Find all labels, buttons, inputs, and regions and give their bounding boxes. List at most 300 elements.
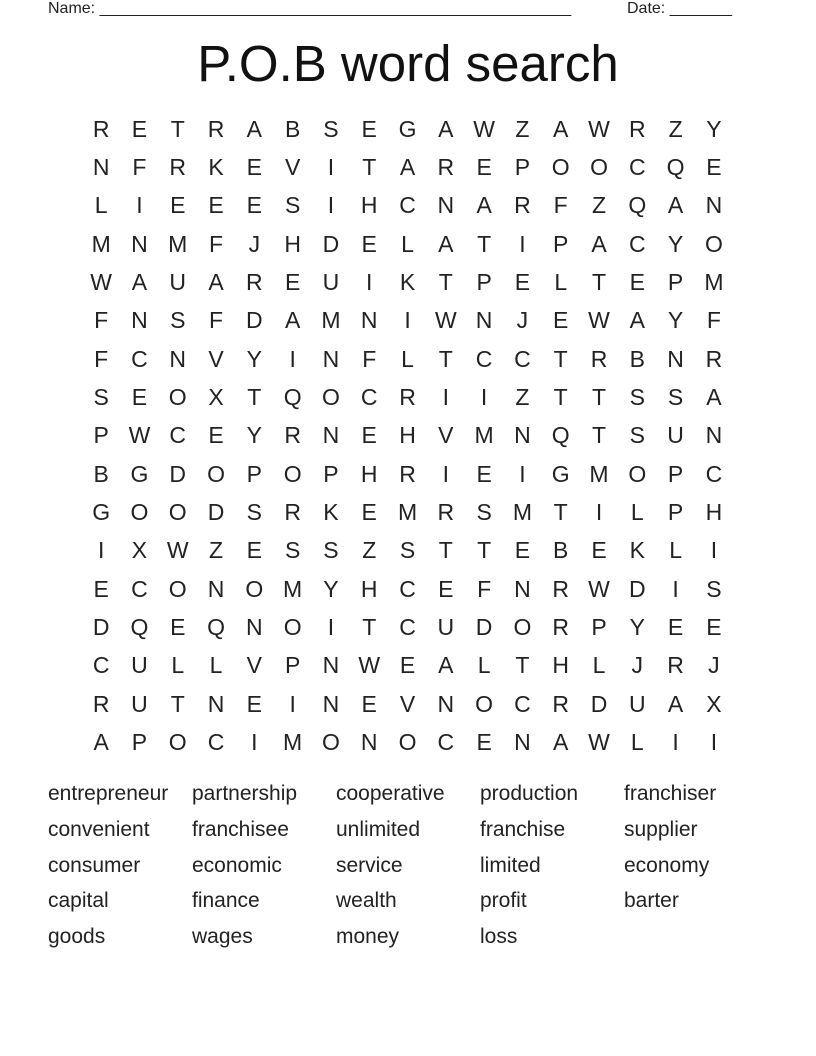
grid-cell: R <box>552 690 570 717</box>
grid-cell: W <box>128 422 151 449</box>
grid-cell: W <box>473 115 495 142</box>
grid-cell: D <box>322 230 340 257</box>
grid-cell: I <box>672 575 679 602</box>
grid-cell: I <box>366 269 373 296</box>
grid-cell: L <box>401 230 414 257</box>
grid-cell: O <box>168 384 187 411</box>
grid-cell: J <box>516 307 529 334</box>
grid-cell: S <box>246 499 262 526</box>
grid-cell: C <box>475 345 493 372</box>
grid-cell: N <box>246 614 263 641</box>
grid-cell: E <box>131 115 148 142</box>
grid-cell: I <box>251 729 258 756</box>
grid-cell: V <box>399 690 416 717</box>
grid-cell: D <box>246 307 263 334</box>
grid-cell: A <box>284 307 301 334</box>
grid-cell: U <box>131 690 148 717</box>
grid-cell: Y <box>323 575 339 602</box>
grid-cell: C <box>131 575 148 602</box>
grid-cell: O <box>130 499 149 526</box>
grid-cell: H <box>360 192 378 219</box>
grid-cell: W <box>588 729 610 756</box>
word-list-item: partnership <box>192 782 298 805</box>
grid-cell: U <box>131 652 148 679</box>
grid-cell: M <box>321 307 341 334</box>
grid-cell: A <box>667 192 684 219</box>
grid-cell: E <box>284 269 301 296</box>
grid-cell: F <box>132 154 147 181</box>
grid-cell: F <box>362 345 377 372</box>
grid-cell: A <box>629 307 645 334</box>
grid-cell: G <box>551 460 570 487</box>
grid-cell: A <box>438 652 454 679</box>
grid-cell: N <box>322 652 340 679</box>
grid-cell: Q <box>283 384 302 411</box>
grid-cell: T <box>438 269 453 296</box>
grid-cell: S <box>629 422 645 449</box>
grid-cell: A <box>131 269 148 296</box>
grid-cell: N <box>169 345 187 372</box>
grid-cell: K <box>629 537 645 564</box>
grid-cell: P <box>476 269 492 296</box>
grid-cell: Y <box>246 422 262 449</box>
grid-cell: U <box>667 422 684 449</box>
grid-cell: H <box>360 575 378 602</box>
grid-cell: M <box>704 269 724 296</box>
grid-cell: A <box>476 192 492 219</box>
grid-cell: S <box>93 384 109 411</box>
grid-cell: C <box>207 729 225 756</box>
grid-cell: P <box>667 499 684 526</box>
grid-cell: D <box>628 575 646 602</box>
grid-cell: G <box>130 460 149 487</box>
grid-cell: E <box>514 537 531 564</box>
grid-cell: W <box>358 652 381 679</box>
word-list-item: supplier <box>624 817 698 841</box>
grid-cell: C <box>705 460 723 487</box>
grid-cell: R <box>399 460 416 487</box>
grid-cell: R <box>437 154 455 181</box>
grid-cell: F <box>94 307 109 334</box>
grid-cell: Y <box>629 614 645 641</box>
grid-cell: C <box>399 575 416 602</box>
grid-cell: E <box>93 575 109 602</box>
grid-cell: B <box>284 115 301 142</box>
grid-cell: Z <box>515 384 530 411</box>
grid-cell: E <box>170 614 186 641</box>
word-list-item: franchiser <box>624 782 717 805</box>
grid-cell: S <box>323 115 339 142</box>
grid-cell: E <box>476 154 492 181</box>
grid-cell: R <box>437 499 455 526</box>
grid-cell: T <box>247 384 262 411</box>
grid-cell: E <box>361 422 377 449</box>
grid-cell: A <box>93 729 109 756</box>
name-label: Name: _____________________________________________________ <box>48 0 572 17</box>
grid-cell: G <box>92 499 111 526</box>
grid-cell: N <box>360 729 378 756</box>
word-list-item: money <box>336 925 400 949</box>
grid-cell: B <box>629 345 645 372</box>
grid-cell: Y <box>667 230 684 257</box>
grid-cell: C <box>399 614 416 641</box>
grid-cell: E <box>399 652 416 679</box>
grid-cell: O <box>704 230 723 257</box>
grid-cell: R <box>705 345 723 372</box>
grid-cell: L <box>94 192 108 219</box>
grid-cell: I <box>327 154 335 181</box>
grid-cell: T <box>362 614 377 641</box>
grid-cell: P <box>323 460 339 487</box>
grid-cell: C <box>92 652 110 679</box>
grid-cell: O <box>590 154 608 181</box>
grid-cell: Y <box>667 307 684 334</box>
grid-cell: I <box>327 614 335 641</box>
grid-cell: I <box>327 192 335 219</box>
grid-cell: R <box>667 652 684 679</box>
word-list-item: franchise <box>480 817 566 841</box>
grid-cell: B <box>553 537 569 564</box>
grid-cell: E <box>476 460 492 487</box>
grid-cell: O <box>475 690 494 717</box>
grid-cell: P <box>93 422 109 449</box>
grid-cell: Z <box>209 537 224 564</box>
grid-cell: L <box>630 499 644 526</box>
grid-cell: M <box>474 422 494 449</box>
letter-grid <box>82 110 733 762</box>
grid-cell: L <box>477 652 491 679</box>
grid-cell: A <box>208 269 224 296</box>
grid-cell: E <box>514 269 531 296</box>
header <box>48 0 748 19</box>
grid-cell: I <box>289 345 296 372</box>
grid-cell: A <box>553 115 569 142</box>
grid-cell: R <box>514 192 531 219</box>
grid-cell: Y <box>706 115 722 142</box>
grid-cell: N <box>514 422 531 449</box>
word-list-item: entrepreneur <box>48 782 169 805</box>
grid-cell: N <box>322 422 340 449</box>
grid-cell: C <box>169 422 187 449</box>
grid-cell: U <box>437 614 455 641</box>
grid-cell: L <box>209 652 223 679</box>
grid-cell: N <box>131 230 148 257</box>
grid-cell: E <box>246 192 262 219</box>
grid-cell: K <box>399 269 416 296</box>
grid-cell: F <box>94 345 109 372</box>
grid-cell: R <box>284 499 301 526</box>
grid-cell: C <box>628 154 646 181</box>
grid-cell: I <box>710 729 718 756</box>
grid-cell: E <box>208 422 224 449</box>
grid-cell: O <box>321 384 340 411</box>
grid-cell: R <box>92 115 110 142</box>
grid-cell: E <box>553 307 569 334</box>
grid-cell: A <box>438 230 454 257</box>
grid-cell: E <box>246 690 262 717</box>
grid-cell: D <box>92 614 110 641</box>
grid-cell: E <box>438 575 454 602</box>
grid-cell: T <box>515 652 530 679</box>
grid-cell: I <box>136 192 143 219</box>
grid-cell: N <box>514 729 531 756</box>
grid-cell: O <box>207 460 225 487</box>
word-list-item: wages <box>192 925 253 949</box>
grid-cell: Q <box>551 422 570 449</box>
grid-cell: S <box>667 384 684 411</box>
grid-cell: L <box>592 652 606 679</box>
word-list-item: franchisee <box>192 817 289 841</box>
grid-cell: C <box>360 384 378 411</box>
grid-cell: E <box>667 614 684 641</box>
grid-cell: M <box>283 575 303 602</box>
grid-cell: O <box>168 729 187 756</box>
word-list-item: production <box>480 782 579 805</box>
grid-cell: I <box>672 729 679 756</box>
grid-cell: E <box>476 729 492 756</box>
grid-cell: P <box>246 460 262 487</box>
grid-cell: M <box>589 460 609 487</box>
grid-cell: U <box>169 269 187 296</box>
grid-cell: A <box>553 729 569 756</box>
grid-cell: S <box>399 537 416 564</box>
grid-cell: H <box>284 230 301 257</box>
grid-cell: L <box>171 652 185 679</box>
grid-cell: T <box>591 269 607 296</box>
grid-cell: A <box>438 115 454 142</box>
word-list-item: economy <box>624 853 710 877</box>
grid-cell: P <box>667 460 684 487</box>
grid-cell: I <box>710 537 718 564</box>
word-list-item: economic <box>192 853 282 877</box>
grid-cell: R <box>628 115 646 142</box>
grid-cell: Q <box>207 614 225 641</box>
grid-cell: E <box>361 690 377 717</box>
grid-cell: V <box>438 422 454 449</box>
grid-cell: Q <box>628 192 647 219</box>
grid-cell: Z <box>515 115 530 142</box>
word-list-item: capital <box>48 889 109 913</box>
grid-cell: N <box>92 154 110 181</box>
grid-cell: H <box>705 499 723 526</box>
grid-cell: N <box>322 345 340 372</box>
grid-cell: Z <box>668 115 683 142</box>
grid-cell: I <box>595 499 603 526</box>
grid-cell: S <box>284 192 301 219</box>
word-list-item: cooperative <box>336 782 445 805</box>
word-list-item: consumer <box>48 853 141 877</box>
grid-cell: R <box>552 575 570 602</box>
grid-cell: E <box>246 537 262 564</box>
grid-cell: S <box>476 499 492 526</box>
grid-cell: N <box>437 192 455 219</box>
grid-cell: R <box>169 154 187 181</box>
grid-cell: N <box>360 307 378 334</box>
grid-cell: F <box>706 307 721 334</box>
grid-cell: T <box>477 230 492 257</box>
grid-cell: A <box>246 115 262 142</box>
grid-cell: R <box>207 115 225 142</box>
grid-cell: F <box>209 307 224 334</box>
grid-cell: M <box>168 230 188 257</box>
grid-cell: L <box>669 537 682 564</box>
grid-cell: E <box>361 499 377 526</box>
word-list-item: unlimited <box>336 817 421 841</box>
grid-cell: J <box>708 652 720 679</box>
grid-cell: S <box>706 575 722 602</box>
grid-cell: S <box>629 384 645 411</box>
grid-cell: T <box>477 537 492 564</box>
grid-cell: E <box>361 115 377 142</box>
grid-cell: I <box>404 307 411 334</box>
grid-cell: T <box>553 345 568 372</box>
grid-cell: R <box>246 269 263 296</box>
grid-cell: O <box>551 154 570 181</box>
date-label: Date: _______ <box>627 0 732 17</box>
grid-cell: M <box>91 230 111 257</box>
grid-cell: E <box>706 614 722 641</box>
grid-cell: O <box>283 460 302 487</box>
grid-cell: A <box>706 384 722 411</box>
grid-cell: W <box>90 269 112 296</box>
grid-cell: T <box>591 384 607 411</box>
grid-cell: S <box>170 307 186 334</box>
grid-cell: E <box>170 192 186 219</box>
grid-cell: I <box>442 384 450 411</box>
grid-cell: E <box>246 154 262 181</box>
grid-cell: X <box>131 537 148 564</box>
grid-cell: N <box>667 345 684 372</box>
grid-cell: W <box>166 537 189 564</box>
grid-cell: U <box>322 269 340 296</box>
grid-cell: T <box>438 345 453 372</box>
grid-cell: X <box>208 384 224 411</box>
grid-cell: T <box>553 384 568 411</box>
grid-cell: A <box>667 690 684 717</box>
grid-cell: R <box>399 384 416 411</box>
grid-cell: E <box>629 269 645 296</box>
grid-cell: N <box>322 690 340 717</box>
grid-cell: P <box>284 652 301 679</box>
word-list-item: loss <box>480 925 518 949</box>
grid-cell: I <box>480 384 488 411</box>
grid-cell: D <box>590 690 608 717</box>
grid-cell: M <box>283 729 303 756</box>
grid-cell: F <box>209 230 224 257</box>
grid-cell: Z <box>591 192 607 219</box>
word-list-item: goods <box>48 925 106 949</box>
grid-cell: P <box>514 154 531 181</box>
grid-cell: O <box>168 499 187 526</box>
grid-cell: E <box>591 537 607 564</box>
grid-cell: D <box>169 460 187 487</box>
grid-cell: L <box>630 729 644 756</box>
grid-cell: B <box>93 460 109 487</box>
grid-cell: F <box>477 575 492 602</box>
grid-cell: N <box>437 690 455 717</box>
grid-cell: L <box>554 269 568 296</box>
grid-cell: H <box>360 460 378 487</box>
grid-cell: I <box>519 460 526 487</box>
grid-cell: T <box>591 422 607 449</box>
grid-cell: T <box>362 154 377 181</box>
grid-cell: R <box>92 690 110 717</box>
grid-cell: N <box>207 575 225 602</box>
grid-cell: N <box>705 192 723 219</box>
grid-cell: L <box>401 345 414 372</box>
grid-cell: V <box>208 345 224 372</box>
grid-cell: A <box>591 230 607 257</box>
grid-cell: W <box>588 307 610 334</box>
grid-cell: R <box>590 345 608 372</box>
grid-cell: O <box>321 729 340 756</box>
grid-cell: T <box>170 690 185 717</box>
grid-cell: S <box>323 537 339 564</box>
grid-cell: O <box>513 614 532 641</box>
grid-cell: C <box>437 729 455 756</box>
word-list-item: finance <box>192 889 260 913</box>
grid-cell: T <box>170 115 185 142</box>
word-list-item: profit <box>480 889 527 913</box>
grid-cell: E <box>361 230 377 257</box>
word-list-item: limited <box>480 853 541 877</box>
grid-cell: O <box>283 614 302 641</box>
grid-cell: Q <box>130 614 149 641</box>
grid-cell: E <box>208 192 224 219</box>
grid-cell: A <box>399 154 416 181</box>
grid-cell: I <box>519 230 526 257</box>
grid-cell: O <box>398 729 417 756</box>
grid-cell: I <box>97 537 105 564</box>
grid-cell: N <box>207 690 225 717</box>
grid-cell: N <box>514 575 531 602</box>
grid-cell: H <box>552 652 570 679</box>
word-list-item: service <box>336 853 403 877</box>
grid-cell: C <box>399 192 416 219</box>
grid-cell: C <box>514 345 531 372</box>
grid-cell: K <box>208 154 224 181</box>
grid-cell: P <box>131 729 148 756</box>
grid-cell: P <box>553 230 569 257</box>
word-list <box>48 777 768 956</box>
grid-cell: N <box>475 307 493 334</box>
word-list-item: wealth <box>336 889 397 913</box>
grid-cell: U <box>628 690 646 717</box>
page-title: P.O.B word search <box>197 35 619 92</box>
grid-cell: C <box>628 230 646 257</box>
grid-cell: D <box>475 614 493 641</box>
grid-cell: T <box>438 537 453 564</box>
grid-cell: O <box>245 575 264 602</box>
grid-cell: T <box>553 499 568 526</box>
grid-cell: G <box>398 115 417 142</box>
word-list-item: barter <box>624 889 679 913</box>
grid-cell: O <box>168 575 187 602</box>
grid-cell: C <box>514 690 531 717</box>
grid-cell: J <box>248 230 261 257</box>
grid-cell: D <box>207 499 225 526</box>
grid-cell: V <box>246 652 262 679</box>
grid-cell: F <box>553 192 568 219</box>
word-list-item: convenient <box>48 817 150 841</box>
grid-cell: M <box>512 499 532 526</box>
grid-cell: Y <box>246 345 262 372</box>
grid-cell: M <box>397 499 418 526</box>
grid-cell: P <box>591 614 607 641</box>
grid-cell: N <box>131 307 148 334</box>
grid-cell: E <box>131 384 148 411</box>
grid-cell: J <box>631 652 644 679</box>
